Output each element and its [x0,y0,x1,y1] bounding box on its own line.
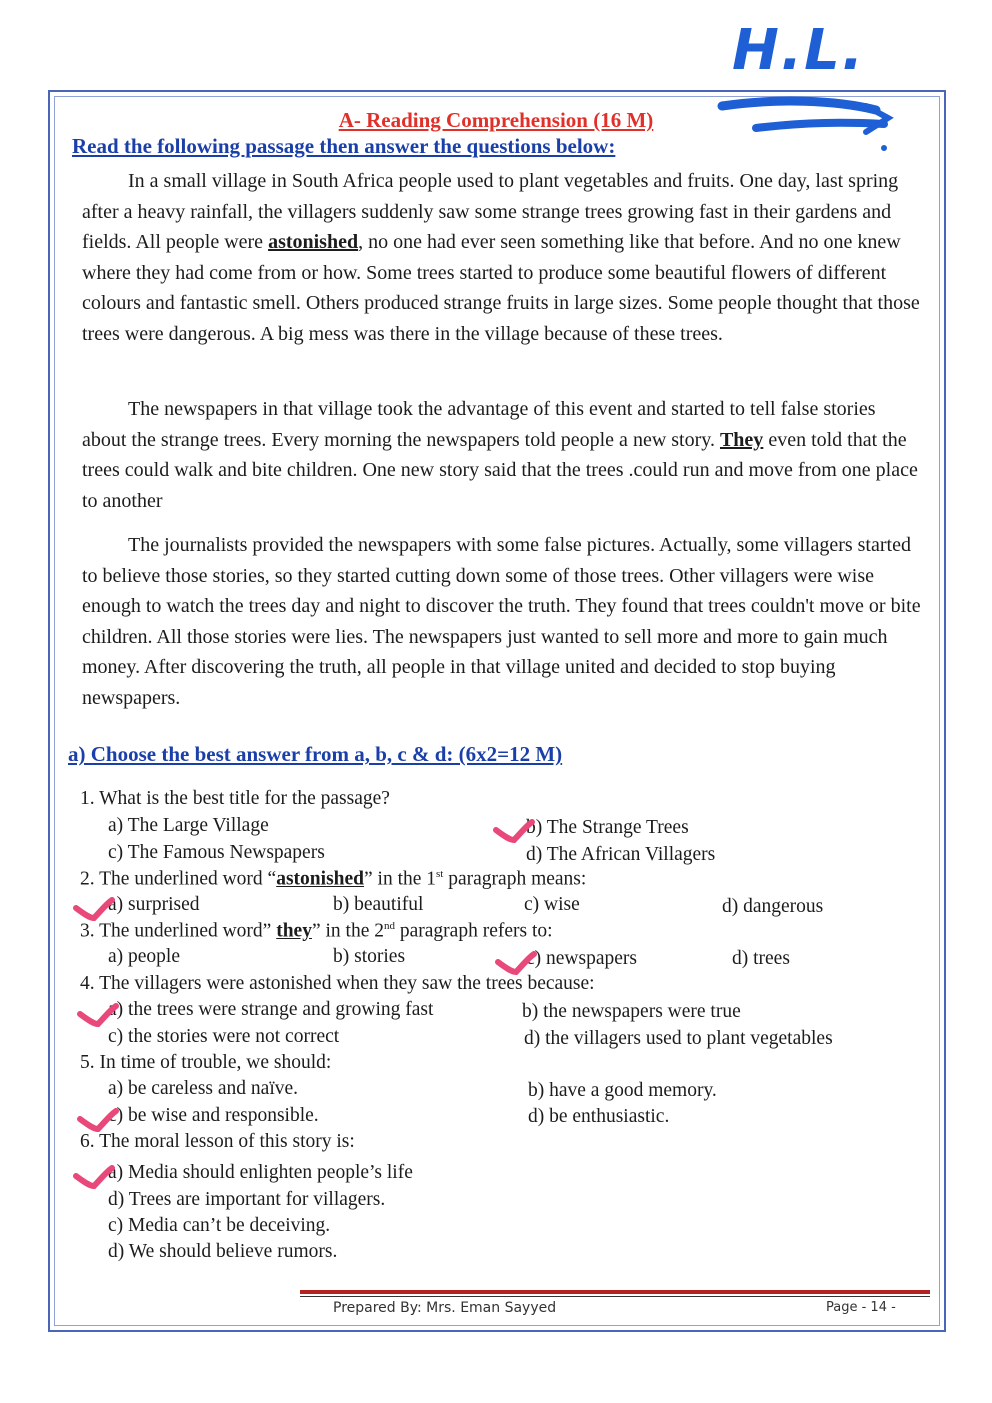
question-4: 4. The villagers were astonished when they saw the trees because: [80,973,595,994]
question-3: 3. The underlined word” they” in the 2nd paragraph refers to: [80,920,553,942]
q1-option-b[interactable]: b) The Strange Trees [526,817,689,838]
q3-option-b[interactable]: b) stories [333,946,406,967]
q2-option-d[interactable]: d) dangerous [722,896,824,917]
q5-option-b[interactable]: b) have a good memory. [528,1080,717,1101]
question-6: 6. The moral lesson of this story is: [80,1131,355,1152]
instruction: Read the following passage then answer the questions below: [72,134,616,158]
q6-option-d1[interactable]: d) Trees are important for villagers. [108,1189,386,1210]
q4-option-a[interactable]: a) the trees were strange and growing fast [108,999,434,1020]
q4-option-b[interactable]: b) the newspapers were true [522,1001,741,1022]
checkmark-icon [492,818,536,844]
q3-option-c[interactable]: c) newspapers [526,948,637,969]
checkmark-icon [76,1107,120,1133]
footer-page-number: Page - 14 - [826,1300,896,1315]
q2-option-a[interactable]: a) surprised [108,894,200,915]
paragraph-2: The newspapers in that village took the advantage of this event and started to tell false stories about the strange trees. Every morning the newspapers told people a new story. They even told that the trees could walk and bite children. One new story said that the trees .could run and move from one place to another [82,398,918,512]
q1-option-d[interactable]: d) The African Villagers [526,844,716,865]
q1-option-a[interactable]: a) The Large Village [108,815,269,836]
q5-option-a[interactable]: a) be careless and naïve. [108,1078,299,1099]
checkmark-icon [76,1002,120,1028]
q3-option-d[interactable]: d) trees [732,948,790,969]
question-1: 1. What is the best title for the passage? [80,788,390,809]
q1-option-c[interactable]: c) The Famous Newspapers [108,842,325,863]
q2-option-b[interactable]: b) beautiful [333,894,424,915]
section-title: A- Reading Comprehension (16 M) [338,108,654,132]
underlined-word-they: They [719,428,764,451]
q5-option-d[interactable]: d) be enthusiastic. [528,1106,670,1127]
q6-option-c[interactable]: c) Media can’t be deceiving. [108,1215,331,1236]
q4-option-c[interactable]: c) the stories were not correct [108,1026,340,1047]
question-5: 5. In time of trouble, we should: [80,1052,332,1073]
q5-option-c[interactable]: c) be wise and responsible. [108,1105,319,1126]
handwritten-initials: H.L. [732,18,866,83]
q4-option-d[interactable]: d) the villagers used to plant vegetables [524,1028,833,1049]
footer-rule-thin [300,1296,930,1297]
footer-prepared-by: Prepared By: Mrs. Eman Sayyed [333,1300,557,1316]
q6-option-a[interactable]: a) Media should enlighten people’s life [108,1162,413,1183]
q6-option-d2[interactable]: d) We should believe rumors. [108,1241,338,1262]
underlined-word-astonished: astonished [268,231,359,253]
q3-option-a[interactable]: a) people [108,946,181,967]
footer-rule [300,1290,930,1294]
paragraph-1: In a small village in South Africa people used to plant vegetables and fruits. One day, last spring after a heavy rainfall, the villagers suddenly saw some strange trees growing fast in their gardens and fields. All people were astonished, no one had ever seen something like that before. And no one knew where they had come from or how. Some trees started to produce some beautiful flowers of different colours and fantastic smell. Others produced strange fruits in large sizes. Some people thought that those trees were dangerous. A big mess was there in the village because of these trees. [82,170,920,345]
paragraph-3: The journalists provided the newspapers with some false pictures. Actually, some villagers started to believe those stories, so they started cutting down some of those trees. Other villagers were wise enough to watch the trees day and night to discover the truth. They found that trees couldn't move or bite children. All those stories were lies. The newspapers just wanted to sell more and more to gain much money. After discovering the truth, all people in that village united and decided to stop buying newspapers. [82,534,921,709]
checkmark-icon [72,1164,116,1190]
questions-header: a) Choose the best answer from a, b, c & d: (6x2=12 M) [68,742,563,766]
q2-option-c[interactable]: c) wise [524,894,580,915]
checkmark-icon [72,896,116,922]
checkmark-icon [494,950,538,976]
question-2: 2. The underlined word “astonished” in the 1st paragraph means: [80,868,587,890]
